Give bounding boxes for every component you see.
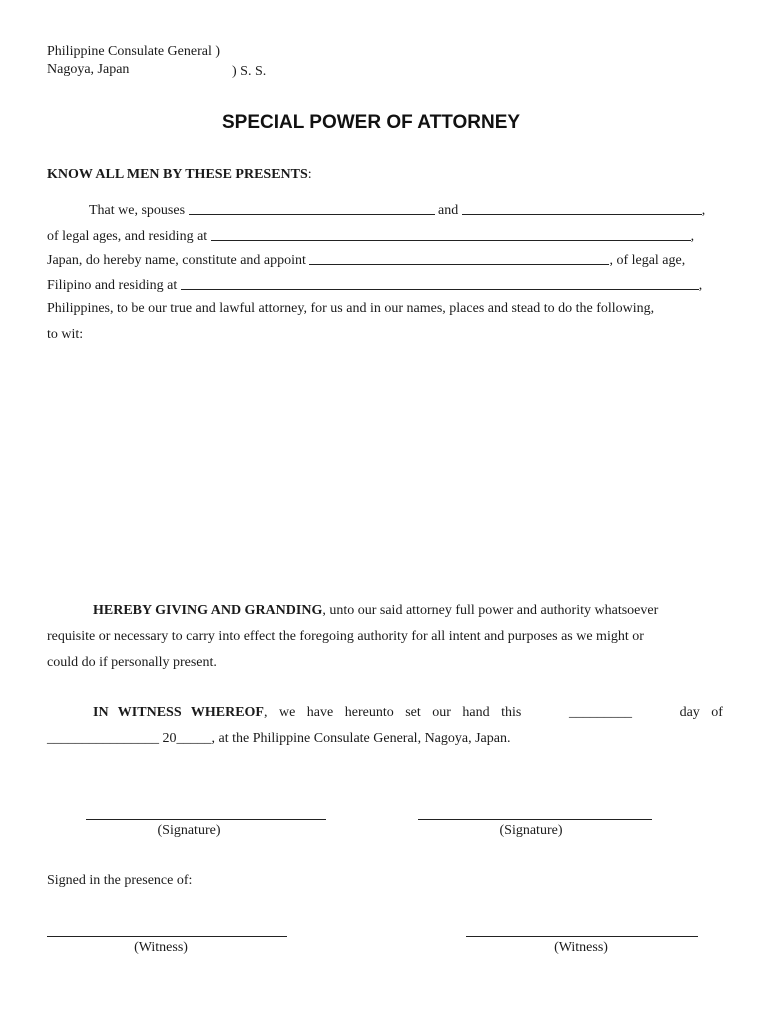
signature-line-left[interactable]: [86, 819, 326, 820]
filipino-label: Filipino and residing at: [47, 278, 178, 293]
day-blank[interactable]: _________: [568, 705, 632, 720]
witness-line-2: [47, 731, 510, 747]
witness-line-right[interactable]: [466, 936, 698, 937]
witness-rest-1: , we have hereunto set our hand this: [263, 705, 522, 720]
philippines-line: Philippines, to be our true and lawful attorney, for us and in our names, places and stead to do the following,: [47, 301, 655, 316]
witness-rest-2: , at the Philippine Consulate General, Nagoya, Japan.: [211, 731, 511, 746]
residing-line: [47, 227, 694, 245]
document-title: SPECIAL POWER OF ATTORNEY: [222, 112, 521, 133]
spouse-2-field[interactable]: [462, 201, 702, 215]
comma-1: ,: [701, 203, 706, 218]
legal-age-label: , of legal age,: [609, 253, 686, 268]
residence-field[interactable]: [211, 227, 691, 241]
comma-3: ,: [698, 278, 703, 293]
to-wit-line: to wit:: [47, 327, 84, 342]
giving-line-2: requisite or necessary to carry into effect the foregoing authority for all intent and purposes as we might or: [47, 629, 644, 644]
signature-label-right: (Signature): [499, 823, 563, 838]
month-blank[interactable]: ________________: [47, 731, 159, 746]
witness-label-left: (Witness): [134, 940, 188, 955]
attorney-residence-field[interactable]: [181, 276, 699, 290]
giving-line-1: [93, 603, 658, 619]
appoint-line: [47, 251, 685, 269]
comma-2: ,: [690, 229, 695, 244]
and-word: and: [438, 203, 459, 218]
filipino-line: [47, 276, 702, 294]
day-of-label: day of: [679, 705, 723, 720]
signature-line-right[interactable]: [418, 819, 652, 820]
spouses-line: [89, 201, 705, 219]
presence-label: Signed in the presence of:: [47, 873, 193, 888]
signature-label-left: (Signature): [157, 823, 221, 838]
spouses-prefix: That we, spouses: [89, 203, 186, 218]
ss-label: ) S. S.: [232, 64, 267, 79]
giving-bold: HEREBY GIVING AND GRANDING: [93, 603, 323, 618]
witness-bold: IN WITNESS WHEREOF: [93, 705, 264, 720]
residing-label: of legal ages, and residing at: [47, 229, 208, 244]
know-all-bold: KNOW ALL MEN BY THESE PRESENTS: [47, 167, 308, 182]
year-blank[interactable]: 20_____: [162, 731, 212, 746]
giving-line-3: could do if personally present.: [47, 655, 217, 670]
witness-line-1: [93, 705, 723, 721]
venue-line-1: Philippine Consulate General ): [47, 44, 221, 59]
attorney-name-field[interactable]: [309, 251, 609, 265]
witness-label-right: (Witness): [554, 940, 608, 955]
witness-line-left[interactable]: [47, 936, 287, 937]
appoint-label: Japan, do hereby name, constitute and appoint: [47, 253, 306, 268]
venue-line-2: Nagoya, Japan: [47, 62, 130, 77]
know-all-suffix: :: [307, 167, 312, 182]
giving-rest-1: , unto our said attorney full power and authority whatsoever: [322, 603, 659, 618]
know-all-heading: [47, 167, 312, 183]
spouse-1-field[interactable]: [189, 201, 435, 215]
